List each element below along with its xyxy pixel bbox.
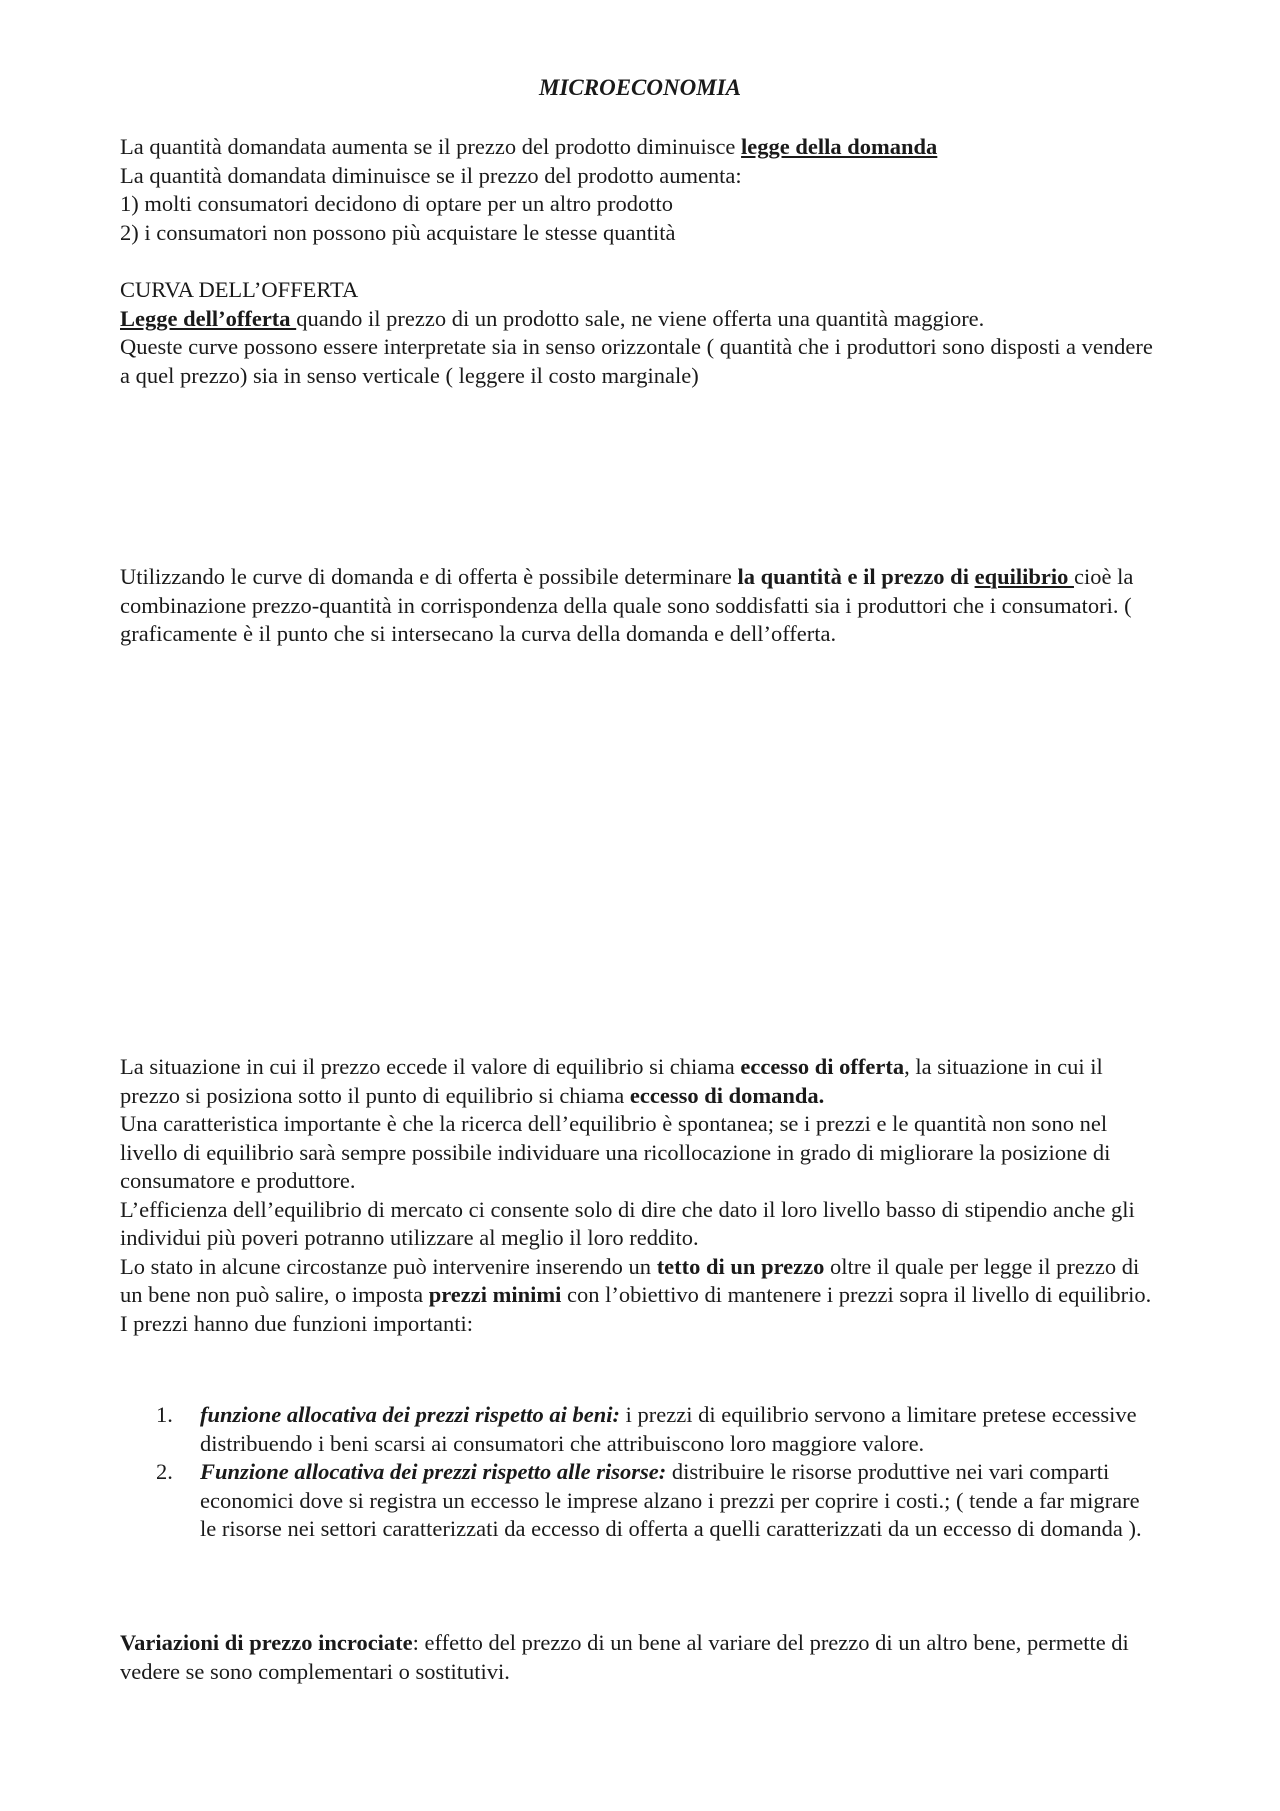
demand-line-3: 1) molti consumatori decidono di optare per un altro prodotto [120, 191, 673, 216]
excess-paragraph-4: Lo stato in alcune circostanze può intervenire inserendo un tetto di un prezzo oltre il quale per legge il prezzo di un bene non può salire, o imposta prezzi minimi con l’obiettivo di mantenere i prezzi sopra il livello di equilibrio. [120, 1253, 1152, 1307]
list-number: 2. [156, 1459, 173, 1484]
equilibrium-paragraph: Utilizzando le curve di domanda e di offerta è possibile determinare la quantità e il prezzo di equilibrio cioè la combinazione prezzo-quantità in corrispondenza della quale sono soddisfatti sia i produttori che i consumatori. ( graficamente è il punto che si intersecano la curva della domanda e dell’offerta. [120, 564, 1134, 646]
excess-section [120, 1053, 1160, 1338]
demand-law-term: legge della domanda [741, 134, 938, 159]
excess-paragraph-3: L’efficienza dell’equilibrio di mercato ci consente solo di dire che dato il loro livello basso di stipendio anche gli individui più poveri potranno utilizzare al meglio il loro reddito. [120, 1196, 1135, 1250]
functions-list [120, 1401, 1160, 1544]
list-item: 2. Funzione allocativa dei prezzi rispetto alle risorse: distribuire le risorse produttive nei vari comparti economici dove si registra un eccesso le imprese alzano i prezzi per coprire i costi.; ( tende a far migrare le risorse nei settori caratterizzati da eccesso di offerta a quelli caratterizzati da un eccesso di domanda ). [156, 1459, 1142, 1541]
excess-paragraph-5: I prezzi hanno due funzioni importanti: [120, 1310, 474, 1336]
excess-demand-term: eccesso di domanda. [629, 1082, 825, 1108]
demand-line-1: La quantità domandata aumenta se il prezzo del prodotto diminuisce legge della domanda [120, 134, 938, 159]
equilibrium-section [120, 563, 1160, 649]
equilibrium-term-2: equilibrio [974, 564, 1074, 589]
supply-law-term: Legge dell’offerta [120, 305, 297, 331]
excess-supply-term: eccesso di offerta [740, 1054, 905, 1079]
excess-paragraph-1: La situazione in cui il prezzo eccede il valore di equilibrio si chiama eccesso di offerta, la situazione in cui il prezzo si posiziona sotto il punto di equilibrio si chiama eccesso di domanda. [120, 1054, 1103, 1108]
equilibrium-term-1: la quantità e il prezzo di [737, 564, 969, 589]
demand-section [120, 133, 1160, 247]
list-item: 1. funzione allocativa dei prezzi rispetto ai beni: i prezzi di equilibrio servono a limitare pretese eccessive distribuendo i beni scarsi ai consumatori che attribuiscono loro maggiore valore. [156, 1402, 1137, 1456]
cross-price-paragraph: Variazioni di prezzo incrociate: effetto del prezzo di un bene al variare del prezzo di un altro bene, permette di vedere se sono complementari o sostitutivi. [120, 1630, 1129, 1684]
supply-heading: CURVA DELL’OFFERTA [120, 277, 359, 302]
price-ceiling-term: tetto di un prezzo [656, 1253, 825, 1279]
excess-paragraph-2: Una caratteristica importante è che la ricerca dell’equilibrio è spontanea; se i prezzi e le quantità non sono nel livello di equilibrio sarà sempre possibile individuare una ricollocazione in grado di migliorare la posizione di consumatore e produttore. [120, 1111, 1111, 1193]
function-term: funzione allocativa dei prezzi rispetto ai beni: [200, 1402, 620, 1427]
cross-price-term: Variazioni di prezzo incrociate [120, 1630, 413, 1655]
supply-paragraph: Legge dell’offerta quando il prezzo di un prodotto sale, ne viene offerta una quantità maggiore. Queste curve possono essere interpretate sia in senso orizzontale ( quantità che i produttori sono disposti a vendere a quel prezzo) sia in senso verticale ( leggere il costo marginale) [120, 305, 1153, 388]
function-term: Funzione allocativa dei prezzi rispetto alle risorse: [200, 1459, 667, 1484]
supply-section [120, 276, 1160, 390]
price-floor-term: prezzi minimi [428, 1282, 562, 1307]
cross-price-section [120, 1629, 1160, 1686]
demand-line-4: 2) i consumatori non possono più acquistare le stesse quantità [120, 219, 676, 245]
page-title: MICROECONOMIA [539, 75, 741, 100]
list-number: 1. [156, 1402, 173, 1427]
demand-line-2: La quantità domandata diminuisce se il prezzo del prodotto aumenta: [120, 162, 742, 188]
